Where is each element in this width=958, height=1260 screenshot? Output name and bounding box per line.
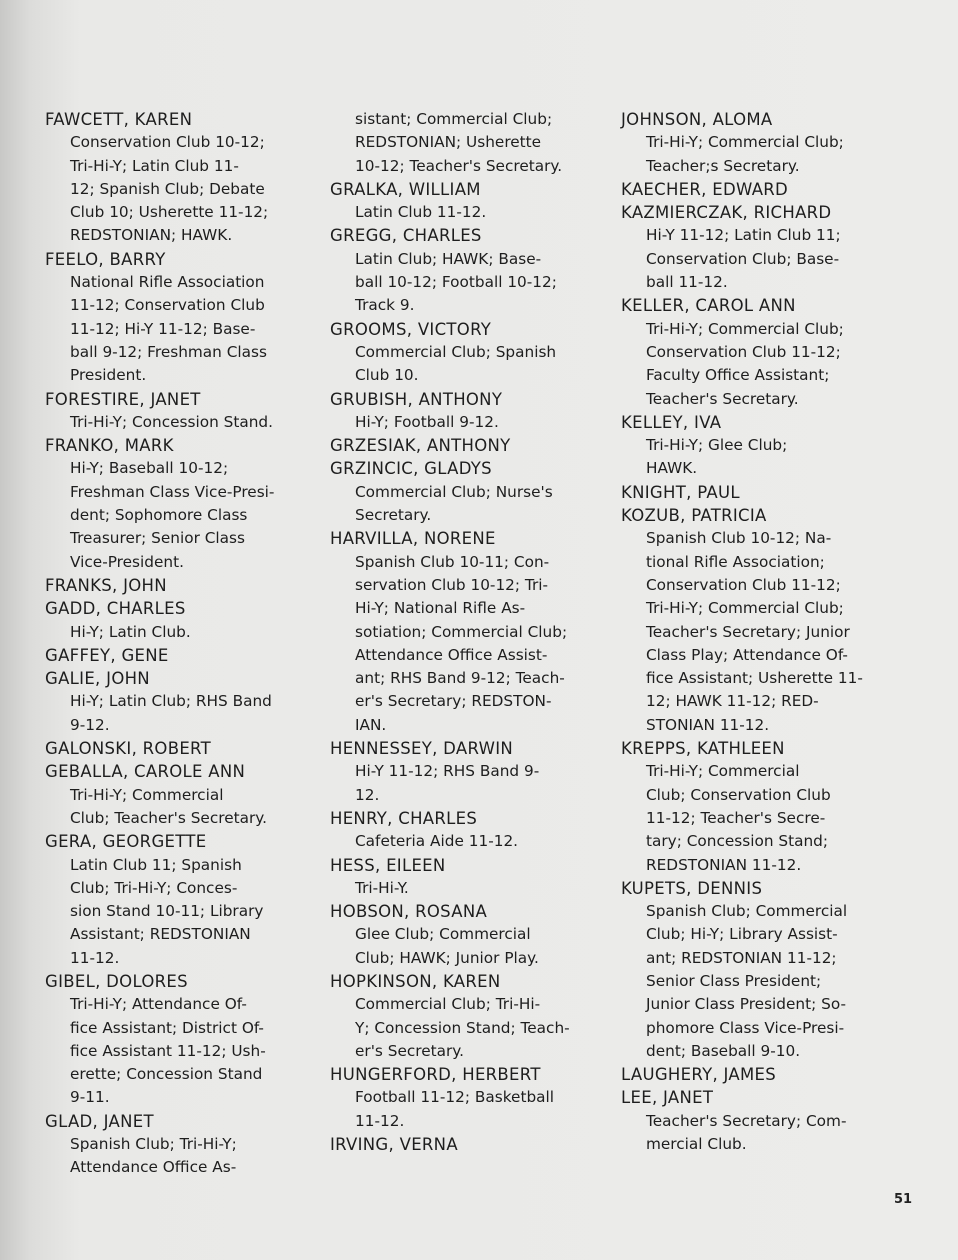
activity-line: Junior Class President; So- bbox=[646, 995, 847, 1014]
activity-line: Tri-Hi-Y; Latin Club 11- bbox=[70, 156, 239, 175]
student-name: KNIGHT, PAUL bbox=[621, 482, 740, 502]
student-name: HESS, EILEEN bbox=[330, 855, 446, 875]
activity-line: 11-12; Hi-Y 11-12; Base- bbox=[70, 319, 256, 338]
activity-line: Attendance Office Assist- bbox=[355, 645, 548, 664]
student-name: GALONSKI, ROBERT bbox=[45, 739, 211, 759]
directory-entry bbox=[45, 388, 315, 435]
student-name: GRZESIAK, ANTHONY bbox=[330, 436, 511, 456]
activity-line: Vice-President. bbox=[70, 552, 184, 571]
directory-entry bbox=[45, 737, 315, 760]
activity-line: sotiation; Commercial Club; bbox=[355, 622, 568, 641]
activity-line: Spanish Club 10-12; Na- bbox=[646, 529, 832, 548]
activity-line: Tri-Hi-Y; Commercial bbox=[646, 762, 800, 781]
directory-entry bbox=[330, 388, 595, 435]
activity-line: Conservation Club 10-12; bbox=[70, 133, 265, 152]
directory-entry bbox=[330, 1133, 595, 1156]
directory-entry bbox=[45, 830, 315, 970]
activity-line: 11-12; Conservation Club bbox=[70, 296, 265, 315]
activity-line: Hi-Y 11-12; Latin Club 11; bbox=[646, 226, 841, 245]
student-name: GLAD, JANET bbox=[45, 1111, 154, 1131]
student-name: KAECHER, EDWARD bbox=[621, 179, 789, 199]
activity-line: Teacher's Secretary. bbox=[646, 389, 799, 408]
activity-line: Conservation Club; Base- bbox=[646, 249, 840, 268]
activity-line: 11-12; Teacher's Secre- bbox=[646, 808, 826, 827]
directory-entry bbox=[621, 877, 891, 1063]
student-name: GADD, CHARLES bbox=[45, 599, 186, 619]
directory-entry bbox=[330, 854, 595, 901]
student-name: KAZMIERCZAK, RICHARD bbox=[621, 203, 832, 223]
student-name: KUPETS, DENNIS bbox=[621, 878, 763, 898]
activity-line: ball 11-12. bbox=[646, 273, 728, 292]
student-name: LAUGHERY, JAMES bbox=[621, 1065, 777, 1085]
student-name: GRALKA, WILLIAM bbox=[330, 179, 481, 199]
activity-line: Teacher's Secretary; Junior bbox=[646, 622, 850, 641]
student-name: FAWCETT, KAREN bbox=[45, 110, 193, 129]
activity-line: ball 9-12; Freshman Class bbox=[70, 342, 267, 361]
activity-line: Hi-Y; Baseball 10-12; bbox=[70, 459, 229, 478]
activity-line: Track 9. bbox=[355, 296, 415, 315]
directory-entry bbox=[330, 457, 595, 527]
activity-line: Hi-Y; Latin Club. bbox=[70, 622, 191, 641]
student-name: HOBSON, ROSANA bbox=[330, 902, 488, 922]
directory-entry bbox=[45, 248, 315, 388]
activity-line: mercial Club. bbox=[646, 1135, 747, 1154]
student-name: KREPPS, KATHLEEN bbox=[621, 739, 785, 759]
activity-line: REDSTONIAN; HAWK. bbox=[70, 226, 233, 245]
activity-line: Spanish Club 10-11; Con- bbox=[355, 552, 550, 571]
student-name: GRZINCIC, GLADYS bbox=[330, 459, 492, 479]
activity-line: Cafeteria Aide 11-12. bbox=[355, 832, 519, 851]
student-name: HUNGERFORD, HERBERT bbox=[330, 1065, 541, 1085]
directory-entry bbox=[621, 504, 891, 737]
student-name: FORESTIRE, JANET bbox=[45, 389, 201, 409]
column-1 bbox=[45, 108, 315, 1180]
activity-line: dent; Sophomore Class bbox=[70, 506, 248, 525]
directory-entry bbox=[330, 737, 595, 807]
activity-line: Commercial Club; Tri-Hi- bbox=[355, 995, 541, 1014]
directory-entry bbox=[621, 411, 891, 481]
activity-line: Conservation Club 11-12; bbox=[646, 342, 841, 361]
activity-line: Treasurer; Senior Class bbox=[70, 529, 245, 548]
activity-line: Assistant; REDSTONIAN bbox=[70, 925, 251, 944]
activity-line: er's Secretary. bbox=[355, 1041, 465, 1060]
activity-line: 12; Spanish Club; Debate bbox=[70, 179, 265, 198]
student-name: GERA, GEORGETTE bbox=[45, 832, 207, 852]
activity-line: Commercial Club; Nurse's bbox=[355, 482, 553, 501]
student-name: HENRY, CHARLES bbox=[330, 808, 478, 828]
activity-line: 10-12; Teacher's Secretary. bbox=[355, 156, 563, 175]
activity-line: Club; Conservation Club bbox=[646, 785, 831, 804]
directory-entry bbox=[330, 900, 595, 970]
activity-line: Club; Tri-Hi-Y; Conces- bbox=[70, 878, 238, 897]
activity-line: Club; Hi-Y; Library Assist- bbox=[646, 925, 838, 944]
directory-entry bbox=[330, 178, 595, 225]
student-name: FEELO, BARRY bbox=[45, 249, 166, 269]
directory-entry bbox=[330, 1063, 595, 1133]
column-3 bbox=[621, 108, 891, 1156]
activity-line: Commercial Club; Spanish bbox=[355, 342, 557, 361]
activity-line: tary; Concession Stand; bbox=[646, 832, 829, 851]
student-name: GALIE, JOHN bbox=[45, 669, 150, 689]
activity-line: Tri-Hi-Y. bbox=[355, 878, 409, 897]
activity-line: er's Secretary; REDSTON- bbox=[355, 692, 552, 711]
activity-line: Secretary. bbox=[355, 506, 432, 525]
activity-line: servation Club 10-12; Tri- bbox=[355, 575, 549, 594]
activity-line: 11-12. bbox=[355, 1111, 405, 1130]
student-name: GROOMS, VICTORY bbox=[330, 319, 492, 339]
activity-line: 11-12. bbox=[70, 948, 120, 967]
directory-entry bbox=[330, 224, 595, 317]
directory-entry bbox=[330, 108, 595, 178]
activity-line: Spanish Club; Commercial bbox=[646, 902, 848, 921]
activity-line: ball 10-12; Football 10-12; bbox=[355, 273, 557, 292]
activity-line: Tri-Hi-Y; Commercial Club; bbox=[646, 319, 844, 338]
activity-line: Tri-Hi-Y; Attendance Of- bbox=[70, 995, 247, 1014]
directory-entry bbox=[621, 201, 891, 294]
activity-line: Club; HAWK; Junior Play. bbox=[355, 948, 539, 967]
activity-line: Tri-Hi-Y; Concession Stand. bbox=[70, 412, 273, 431]
activity-line: tional Rifle Association; bbox=[646, 552, 825, 571]
activity-line: REDSTONIAN; Usherette bbox=[355, 133, 542, 152]
activity-line: Y; Concession Stand; Teach- bbox=[355, 1018, 570, 1037]
activity-line: Tri-Hi-Y; Commercial Club; bbox=[646, 133, 844, 152]
directory-entry bbox=[330, 527, 595, 737]
directory-entry bbox=[45, 574, 315, 597]
activity-line: fice Assistant; District Of- bbox=[70, 1018, 264, 1037]
page-number: 51 bbox=[894, 1192, 913, 1207]
directory-entry bbox=[45, 434, 315, 574]
directory-entry bbox=[330, 434, 595, 457]
directory-entry bbox=[621, 1063, 891, 1086]
activity-line: HAWK. bbox=[646, 459, 698, 478]
activity-line: Hi-Y; Latin Club; RHS Band bbox=[70, 692, 272, 711]
activity-line: Freshman Class Vice-Presi- bbox=[70, 482, 275, 501]
activity-line: STONIAN 11-12. bbox=[646, 715, 770, 734]
activity-line: Latin Club 11-12. bbox=[355, 203, 487, 222]
activity-line: Tri-Hi-Y; Commercial Club; bbox=[646, 599, 844, 618]
directory-entry bbox=[621, 108, 891, 178]
student-name: KELLER, CAROL ANN bbox=[621, 296, 796, 316]
activity-line: Hi-Y; National Rifle As- bbox=[355, 599, 526, 618]
activity-line: Club 10; Usherette 11-12; bbox=[70, 203, 269, 222]
activity-line: phomore Class Vice-Presi- bbox=[646, 1018, 845, 1037]
student-name: LEE, JANET bbox=[621, 1088, 714, 1108]
directory-entry bbox=[45, 1110, 315, 1180]
activity-line: IAN. bbox=[355, 715, 387, 734]
activity-line: Hi-Y; Football 9-12. bbox=[355, 412, 499, 431]
directory-entry bbox=[330, 807, 595, 854]
activity-line: Latin Club 11; Spanish bbox=[70, 855, 242, 874]
directory-entry bbox=[45, 760, 315, 830]
directory-entry bbox=[621, 1086, 891, 1156]
activity-line: Club 10. bbox=[355, 366, 419, 385]
activity-line: Football 11-12; Basketball bbox=[355, 1088, 555, 1107]
activity-line: 9-12. bbox=[70, 715, 110, 734]
student-name: GIBEL, DOLORES bbox=[45, 971, 188, 991]
activity-line: erette; Concession Stand bbox=[70, 1065, 263, 1084]
activity-line: Conservation Club 11-12; bbox=[646, 575, 841, 594]
student-name: KOZUB, PATRICIA bbox=[621, 506, 767, 526]
activity-line: 12. bbox=[355, 785, 380, 804]
activity-line: Teacher;s Secretary. bbox=[646, 156, 800, 175]
student-name: JOHNSON, ALOMA bbox=[621, 110, 773, 129]
activity-line: 12; HAWK 11-12; RED- bbox=[646, 692, 819, 711]
activity-line: Glee Club; Commercial bbox=[355, 925, 531, 944]
activity-line: Tri-Hi-Y; Glee Club; bbox=[646, 436, 788, 455]
activity-line: Hi-Y 11-12; RHS Band 9- bbox=[355, 762, 540, 781]
activity-line: dent; Baseball 9-10. bbox=[646, 1041, 801, 1060]
activity-line: Faculty Office Assistant; bbox=[646, 366, 830, 385]
directory-entry bbox=[45, 644, 315, 667]
student-name: GAFFEY, GENE bbox=[45, 645, 169, 665]
student-name: IRVING, VERNA bbox=[330, 1135, 458, 1155]
activity-line: Senior Class President; bbox=[646, 971, 822, 990]
student-name: GEBALLA, CAROLE ANN bbox=[45, 762, 246, 782]
directory-entry bbox=[621, 294, 891, 410]
directory-entry bbox=[621, 178, 891, 201]
student-name: HARVILLA, NORENE bbox=[330, 529, 496, 549]
student-name: GRUBISH, ANTHONY bbox=[330, 389, 503, 409]
activity-line: REDSTONIAN 11-12. bbox=[646, 855, 802, 874]
student-name: FRANKO, MARK bbox=[45, 436, 174, 456]
activity-line: Class Play; Attendance Of- bbox=[646, 645, 848, 664]
directory-entry bbox=[45, 597, 315, 644]
directory-entry bbox=[45, 970, 315, 1110]
activity-line: fice Assistant 11-12; Ush- bbox=[70, 1041, 266, 1060]
student-name: HOPKINSON, KAREN bbox=[330, 971, 501, 991]
activity-line: fice Assistant; Usherette 11- bbox=[646, 669, 863, 688]
activity-line: President. bbox=[70, 366, 147, 385]
directory-entry bbox=[621, 481, 891, 504]
directory-entry bbox=[45, 108, 315, 248]
directory-entry bbox=[45, 667, 315, 737]
activity-line: sion Stand 10-11; Library bbox=[70, 902, 264, 921]
student-name: FRANKS, JOHN bbox=[45, 575, 167, 595]
column-2 bbox=[330, 108, 595, 1156]
student-name: GREGG, CHARLES bbox=[330, 226, 482, 246]
activity-line: Teacher's Secretary; Com- bbox=[646, 1111, 847, 1130]
activity-line: 9-11. bbox=[70, 1088, 110, 1107]
activity-line: ant; RHS Band 9-12; Teach- bbox=[355, 669, 565, 688]
activity-line: Club; Teacher's Secretary. bbox=[70, 808, 268, 827]
student-name: KELLEY, IVA bbox=[621, 412, 722, 432]
activity-line: sistant; Commercial Club; bbox=[355, 110, 553, 128]
activity-line: Spanish Club; Tri-Hi-Y; bbox=[70, 1135, 237, 1154]
student-name: HENNESSEY, DARWIN bbox=[330, 739, 514, 759]
directory-entry bbox=[621, 737, 891, 877]
activity-line: Attendance Office As- bbox=[70, 1158, 237, 1177]
activity-line: Latin Club; HAWK; Base- bbox=[355, 249, 542, 268]
activity-line: ant; REDSTONIAN 11-12; bbox=[646, 948, 837, 967]
activity-line: National Rifle Association bbox=[70, 273, 265, 292]
directory-entry bbox=[330, 318, 595, 388]
activity-line: Tri-Hi-Y; Commercial bbox=[70, 785, 224, 804]
directory-entry bbox=[330, 970, 595, 1063]
